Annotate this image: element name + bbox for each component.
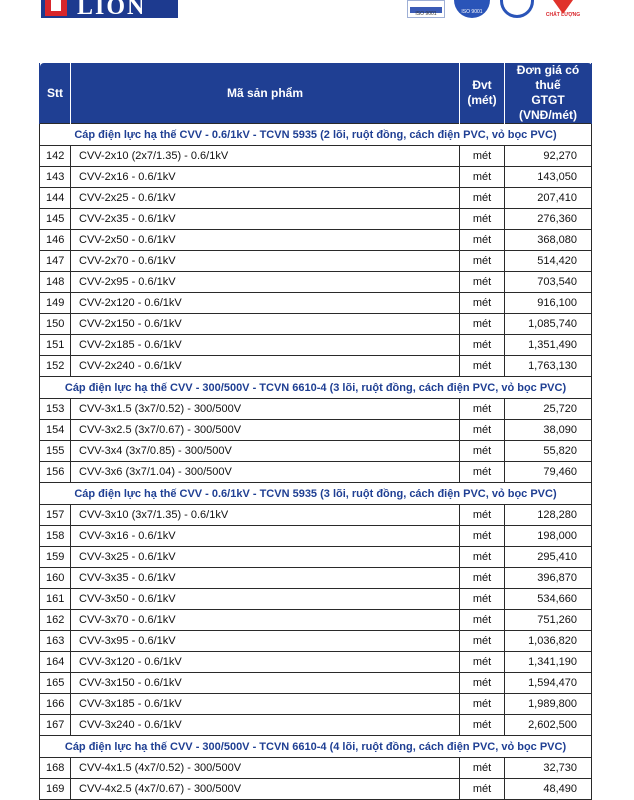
row-product-name: CVV-2x95 - 0.6/1kV <box>71 272 460 293</box>
row-unit: mét <box>460 631 505 652</box>
row-product-name: CVV-3x50 - 0.6/1kV <box>71 589 460 610</box>
table-row <box>40 441 592 462</box>
row-price: 92,270 <box>505 146 592 167</box>
table-row <box>40 251 592 272</box>
row-product-name: CVV-3x240 - 0.6/1kV <box>71 715 460 736</box>
row-product-name: CVV-2x70 - 0.6/1kV <box>71 251 460 272</box>
table-row <box>40 505 592 526</box>
table-row <box>40 399 592 420</box>
row-unit: mét <box>460 356 505 377</box>
row-price: 128,280 <box>505 505 592 526</box>
row-unit: mét <box>460 399 505 420</box>
row-stt: 143 <box>40 167 71 188</box>
section-title: Cáp điện lực hạ thế CVV - 0.6/1kV - TCVN 5935 (2 lõi, ruột đồng, cách điện PVC, vỏ bọc PVC) <box>40 124 592 146</box>
table-row <box>40 188 592 209</box>
section-title: Cáp điện lực hạ thế CVV - 300/500V - TCVN 6610-4 (4 lõi, ruột đồng, cách điện PVC, vỏ bọc PVC) <box>40 736 592 758</box>
row-price: 276,360 <box>505 209 592 230</box>
row-product-name: CVV-3x120 - 0.6/1kV <box>71 652 460 673</box>
header-stt: Stt <box>40 63 71 124</box>
row-product-name: CVV-3x150 - 0.6/1kV <box>71 673 460 694</box>
row-unit: mét <box>460 758 505 779</box>
row-stt: 155 <box>40 441 71 462</box>
row-stt: 160 <box>40 568 71 589</box>
section-header-row <box>40 483 592 505</box>
table-row <box>40 335 592 356</box>
row-stt: 169 <box>40 779 71 800</box>
row-product-name: CVV-3x70 - 0.6/1kV <box>71 610 460 631</box>
table-row <box>40 758 592 779</box>
row-stt: 152 <box>40 356 71 377</box>
row-price: 32,730 <box>505 758 592 779</box>
row-price: 703,540 <box>505 272 592 293</box>
row-stt: 163 <box>40 631 71 652</box>
row-price: 2,602,500 <box>505 715 592 736</box>
circle-badge-icon <box>500 0 534 18</box>
row-price: 48,490 <box>505 779 592 800</box>
row-price: 1,085,740 <box>505 314 592 335</box>
row-unit: mét <box>460 673 505 694</box>
row-unit: mét <box>460 462 505 483</box>
row-price: 25,720 <box>505 399 592 420</box>
row-stt: 148 <box>40 272 71 293</box>
table-row <box>40 230 592 251</box>
row-unit: mét <box>460 335 505 356</box>
table-row <box>40 610 592 631</box>
table-row <box>40 673 592 694</box>
section-header-row <box>40 736 592 758</box>
header-strip <box>0 0 634 22</box>
row-product-name: CVV-3x95 - 0.6/1kV <box>71 631 460 652</box>
table-row <box>40 356 592 377</box>
table-row <box>40 779 592 800</box>
row-price: 1,989,800 <box>505 694 592 715</box>
row-product-name: CVV-2x10 (2x7/1.35) - 0.6/1kV <box>71 146 460 167</box>
table-row <box>40 462 592 483</box>
row-unit: mét <box>460 779 505 800</box>
row-price: 1,351,490 <box>505 335 592 356</box>
table-row <box>40 652 592 673</box>
row-unit: mét <box>460 441 505 462</box>
row-stt: 146 <box>40 230 71 251</box>
row-product-name: CVV-2x240 - 0.6/1kV <box>71 356 460 377</box>
row-stt: 158 <box>40 526 71 547</box>
quality-badge-icon: CHẤT LƯỢNG <box>541 0 585 18</box>
table-row <box>40 167 592 188</box>
row-stt: 156 <box>40 462 71 483</box>
row-unit: mét <box>460 505 505 526</box>
row-price: 1,594,470 <box>505 673 592 694</box>
row-price: 295,410 <box>505 547 592 568</box>
row-stt: 150 <box>40 314 71 335</box>
row-unit: mét <box>460 568 505 589</box>
row-product-name: CVV-2x25 - 0.6/1kV <box>71 188 460 209</box>
row-unit: mét <box>460 188 505 209</box>
row-stt: 147 <box>40 251 71 272</box>
logo-text: LION <box>77 0 147 18</box>
row-price: 55,820 <box>505 441 592 462</box>
row-product-name: CVV-4x2.5 (4x7/0.67) - 300/500V <box>71 779 460 800</box>
row-price: 368,080 <box>505 230 592 251</box>
logo-mark-icon <box>45 0 67 16</box>
row-unit: mét <box>460 209 505 230</box>
row-product-name: CVV-3x185 - 0.6/1kV <box>71 694 460 715</box>
row-product-name: CVV-2x35 - 0.6/1kV <box>71 209 460 230</box>
row-unit: mét <box>460 589 505 610</box>
section-header-row <box>40 377 592 399</box>
row-product-name: CVV-2x185 - 0.6/1kV <box>71 335 460 356</box>
row-price: 514,420 <box>505 251 592 272</box>
row-stt: 161 <box>40 589 71 610</box>
header-price: Đơn giá có thuế GTGT (VNĐ/mét) <box>505 63 592 124</box>
price-table <box>39 63 592 800</box>
section-title: Cáp điện lực hạ thế CVV - 0.6/1kV - TCVN 5935 (3 lõi, ruột đồng, cách điện PVC, vỏ bọc PVC) <box>40 483 592 505</box>
row-product-name: CVV-2x150 - 0.6/1kV <box>71 314 460 335</box>
row-unit: mét <box>460 420 505 441</box>
row-price: 1,341,190 <box>505 652 592 673</box>
row-stt: 165 <box>40 673 71 694</box>
row-stt: 164 <box>40 652 71 673</box>
row-unit: mét <box>460 715 505 736</box>
row-unit: mét <box>460 652 505 673</box>
section-header-row <box>40 124 592 146</box>
row-stt: 167 <box>40 715 71 736</box>
table-row <box>40 272 592 293</box>
row-product-name: CVV-3x1.5 (3x7/0.52) - 300/500V <box>71 399 460 420</box>
row-stt: 153 <box>40 399 71 420</box>
row-price: 79,460 <box>505 462 592 483</box>
table-row <box>40 547 592 568</box>
row-unit: mét <box>460 230 505 251</box>
row-unit: mét <box>460 146 505 167</box>
row-price: 751,260 <box>505 610 592 631</box>
header-product: Mã sản phẩm <box>71 63 460 124</box>
row-stt: 149 <box>40 293 71 314</box>
row-product-name: CVV-3x16 - 0.6/1kV <box>71 526 460 547</box>
row-price: 1,763,130 <box>505 356 592 377</box>
row-product-name: CVV-2x120 - 0.6/1kV <box>71 293 460 314</box>
table-row <box>40 568 592 589</box>
table-header-row <box>40 63 592 124</box>
row-stt: 151 <box>40 335 71 356</box>
row-price: 396,870 <box>505 568 592 589</box>
header-unit: Đvt (mét) <box>460 63 505 124</box>
row-unit: mét <box>460 272 505 293</box>
row-unit: mét <box>460 251 505 272</box>
row-product-name: CVV-3x2.5 (3x7/0.67) - 300/500V <box>71 420 460 441</box>
row-stt: 168 <box>40 758 71 779</box>
table-row <box>40 526 592 547</box>
table-row <box>40 146 592 167</box>
row-price: 534,660 <box>505 589 592 610</box>
row-unit: mét <box>460 526 505 547</box>
row-stt: 145 <box>40 209 71 230</box>
table-row <box>40 420 592 441</box>
table-body <box>40 124 592 800</box>
table-row <box>40 694 592 715</box>
row-price: 38,090 <box>505 420 592 441</box>
table-row <box>40 314 592 335</box>
table-row <box>40 209 592 230</box>
row-product-name: CVV-3x10 (3x7/1.35) - 0.6/1kV <box>71 505 460 526</box>
row-product-name: CVV-3x4 (3x7/0.85) - 300/500V <box>71 441 460 462</box>
row-unit: mét <box>460 694 505 715</box>
row-product-name: CVV-3x35 - 0.6/1kV <box>71 568 460 589</box>
table-row <box>40 715 592 736</box>
table-row <box>40 631 592 652</box>
row-unit: mét <box>460 547 505 568</box>
lion-logo <box>41 0 178 18</box>
row-product-name: CVV-3x6 (3x7/1.04) - 300/500V <box>71 462 460 483</box>
row-price: 1,036,820 <box>505 631 592 652</box>
row-price: 916,100 <box>505 293 592 314</box>
row-stt: 166 <box>40 694 71 715</box>
row-stt: 162 <box>40 610 71 631</box>
row-product-name: CVV-4x1.5 (4x7/0.52) - 300/500V <box>71 758 460 779</box>
row-unit: mét <box>460 610 505 631</box>
row-unit: mét <box>460 167 505 188</box>
price-table-container <box>39 63 591 800</box>
row-product-name: CVV-2x16 - 0.6/1kV <box>71 167 460 188</box>
row-unit: mét <box>460 293 505 314</box>
table-row <box>40 293 592 314</box>
row-price: 207,410 <box>505 188 592 209</box>
row-stt: 157 <box>40 505 71 526</box>
row-price: 198,000 <box>505 526 592 547</box>
row-product-name: CVV-3x25 - 0.6/1kV <box>71 547 460 568</box>
section-title: Cáp điện lực hạ thế CVV - 300/500V - TCVN 6610-4 (3 lõi, ruột đồng, cách điện PVC, vỏ bọc PVC) <box>40 377 592 399</box>
row-price: 143,050 <box>505 167 592 188</box>
row-unit: mét <box>460 314 505 335</box>
row-stt: 159 <box>40 547 71 568</box>
table-row <box>40 589 592 610</box>
iso-badge-icon: ISO 9001 <box>454 0 490 18</box>
row-stt: 142 <box>40 146 71 167</box>
row-stt: 154 <box>40 420 71 441</box>
row-stt: 144 <box>40 188 71 209</box>
quacert-badge-icon: ISO 9001 <box>407 0 445 18</box>
row-product-name: CVV-2x50 - 0.6/1kV <box>71 230 460 251</box>
